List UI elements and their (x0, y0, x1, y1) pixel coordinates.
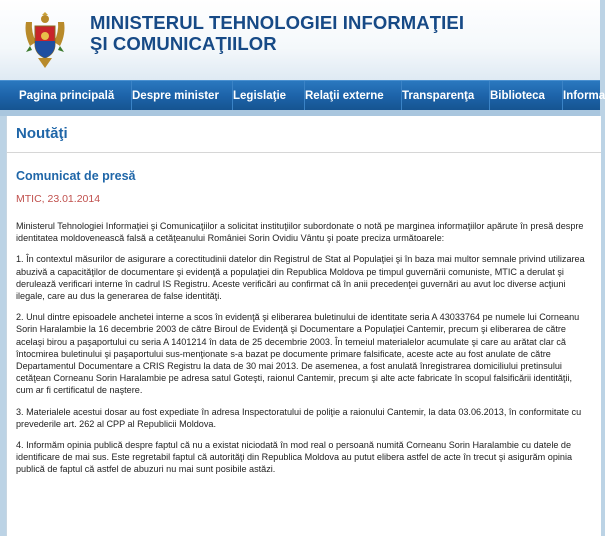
article-subtitle: Comunicat de presă (16, 169, 136, 183)
title-divider (7, 152, 601, 153)
nav-item-library[interactable]: Biblioteca (489, 81, 545, 111)
article-body (16, 220, 588, 485)
article-paragraph-4: 4. Informăm opinia publică despre faptul că nu a existat niciodată în mod real o persoană numită Corneanu Sorin Haralambie cu datele de identificare de mai sus. Este regretabil faptul că autorităţi din Republica Moldova au putut elibera astfel de acte în trecut şi asigurăm opinia publică de faptul că astfel de abuzuri nu mai sunt posibile astăzi. (16, 440, 573, 475)
nav-item-external-relations[interactable]: Relaţii externe (304, 81, 384, 111)
article-paragraph-intro: Ministerul Tehnologiei Informaţiei şi Comunicaţiilor a solicitat instituţiilor subordonate o notă pe marginea informaţiilor apărute în presă despre identitatea moldovenească falsă a cetăţeanului României Sorin Ovidiu Vântu şi poate preciza următoarele: (16, 221, 584, 244)
ministry-title-line1: MINISTERUL TEHNOLOGIEI INFORMAŢIEI (90, 12, 465, 33)
nav-item-transparency[interactable]: Transparenţa (401, 81, 474, 111)
page-title: Noutăţi (16, 125, 68, 142)
article-paragraph-1: 1. În contextul măsurilor de asigurare a corectitudinii datelor din Registrul de Stat al Populaţiei şi în baza mai multor semnale privind utilizarea abuzivă a capacităţilor de documentare şi evidenţă a populaţiei din Republica Moldova pe timpul guvernării comuniste, MTIC a derulat şi derulează verificari interne în cadrul IS Registru. Aceste verificări au confirmat că în anii precedenţei guvernări au avut loc diverse acţiuni ilegale, care au dus la generarea de false identităţi. (16, 254, 585, 302)
nav-item-home[interactable]: Pagina principală (19, 90, 115, 102)
site-header (0, 0, 600, 80)
nav-item-legislation[interactable]: Legislaţie (232, 81, 286, 111)
article-paragraph-2: 2. Unul dintre episoadele anchetei interne a scos în evidenţă şi eliberarea buletinului de identitate seria A 43033764 pe numele lui Corneanu Sorin Haralambie la 16 decembrie 2003 de către Biroul de Evidenţă şi Documentare a Populaţiei Cantemir, precum şi eliberarea de către acelaşi birou a paşaportului cu seria A 1401214 în data de 25 decembrie 2003. În temeiul materialelor acumulate şi care au arătat clar că întocmirea buletinului şi paşaportului sus-menţionate s-a bazat pe documente primare falsificate, aceste acte au fost anulate de către Departamentul Documentare a CRIS Registru la data de 30 mai 2013. De asemenea, a fost anulată înregistrarea domiciliului pretinsului cetăţean Corneanu Sorin Haralambie pe adresa satul Goteşti, raionul Cantemir, precum şi alte acte fabricate în scopul falsificării identităţii, cum ar fi certificatul de naştere. (16, 312, 580, 396)
coat-of-arms-icon[interactable] (22, 12, 68, 70)
article-paragraph-3: 3. Materialele acestui dosar au fost expediate în adresa Inspectoratului de poliţie a raionului Cantemir, la data 03.06.2013, în conformitate cu prevederile art. 262 al CPP al Republicii Moldova. (16, 406, 582, 429)
nav-item-about[interactable]: Despre minister (131, 81, 219, 111)
ministry-title[interactable] (90, 12, 464, 54)
article-dateline: MTIC, 23.01.2014 (16, 193, 101, 205)
nav-item-information[interactable]: Informa (562, 81, 605, 111)
main-nav (0, 80, 605, 111)
ministry-title-line2: ŞI COMUNICAŢIILOR (90, 33, 277, 54)
content-panel (6, 116, 601, 536)
